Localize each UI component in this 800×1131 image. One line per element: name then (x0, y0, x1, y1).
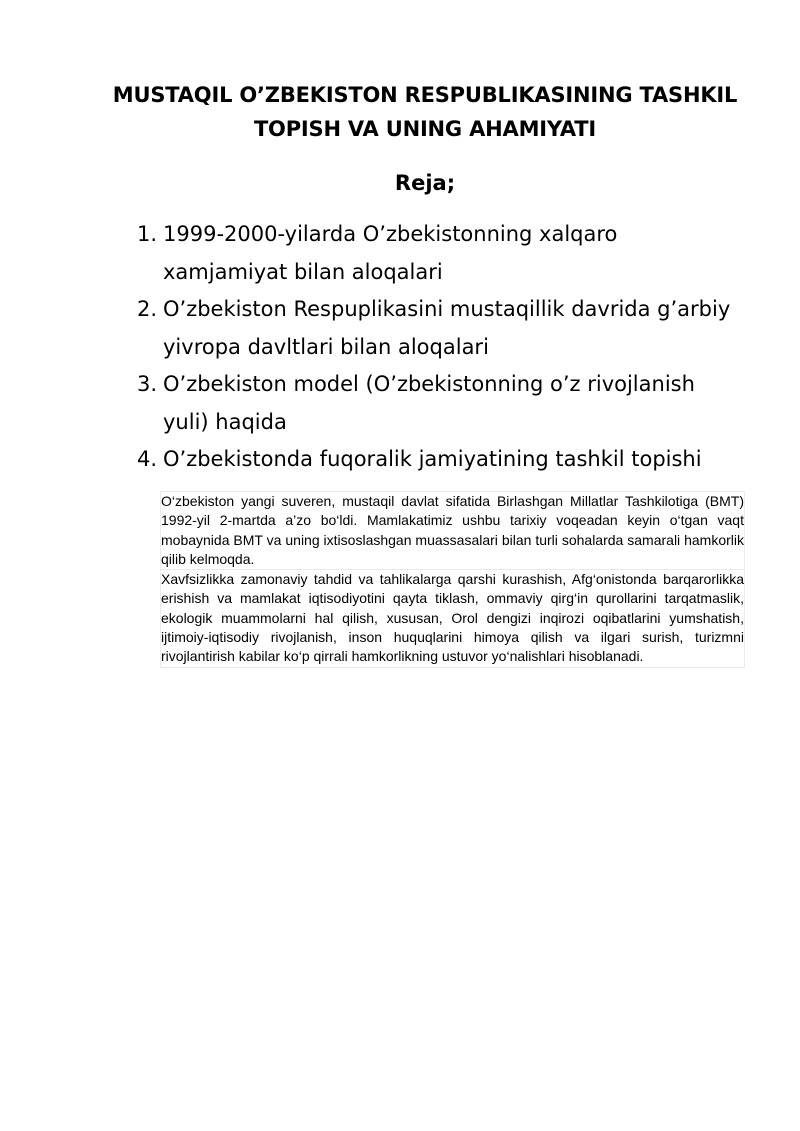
plan-item-number: 1. (137, 222, 158, 246)
plan-item (137, 441, 737, 479)
body-text-block (160, 491, 745, 668)
plan-item-text: O’zbekistonda fuqoralik jamiyatining tashkil topishi (163, 447, 702, 471)
plan-item-text: O’zbekiston model (O’zbekistonning o’z rivojlanish yuli) haqida (163, 372, 695, 434)
body-paragraph: Xavfsizlikka zamonaviy tahdid va tahlikalarga qarshi kurashish, Afg‘onistonda barqarorlikka erishish va mamlakat iqtisodiyotini qayta tiklash, ommaviy qirg‘in qurollarini tarqatmaslik, ekologik muammolarni hal qilish, xususan, Orol dengizi inqirozi oqibatlarini yumshatish, ijtimoiy-iqtisodiy rivojlanish, inson huquqlarini himoya qilish va ilgari surish, turizmni rivojlantirish kabilar ko‘p qirrali hamkorlikning ustuvor yo‘nalishlari hisoblanadi. (161, 570, 744, 667)
document-title: MUSTAQIL O’ZBEKISTON RESPUBLIKASINING TASHKIL TOPISH VA UNING AHAMIYATI (112, 83, 738, 141)
plan-item (137, 216, 737, 291)
body-paragraph: O‘zbekiston yangi suveren, mustaqil davlat sifatida Birlashgan Millatlar Tashkilotiga (BMT) 1992-yil 2-martda a’zo bo‘ldi. Mamlakatimiz ushbu tarixiy voqeadan keyin o‘tgan vaqt mobaynida BMT va uning ixtisoslashgan muassasalari bilan turli sohalarda samarali hamkorlik qilib kelmoqda. (161, 491, 744, 570)
plan-item-number: 2. (137, 297, 158, 321)
plan-list (137, 216, 737, 479)
plan-item-number: 4. (137, 447, 158, 471)
plan-heading: Reja; (394, 171, 456, 195)
plan-item (137, 366, 737, 441)
plan-item (137, 291, 737, 366)
plan-item-text: O’zbekiston Respuplikasini mustaqillik davrida g’arbiy yivropa davltlari bilan aloqalari (163, 297, 731, 359)
plan-item-number: 3. (137, 372, 158, 396)
plan-item-text: 1999-2000-yilarda O’zbekistonning xalqaro xamjamiyat bilan aloqalari (163, 222, 618, 284)
